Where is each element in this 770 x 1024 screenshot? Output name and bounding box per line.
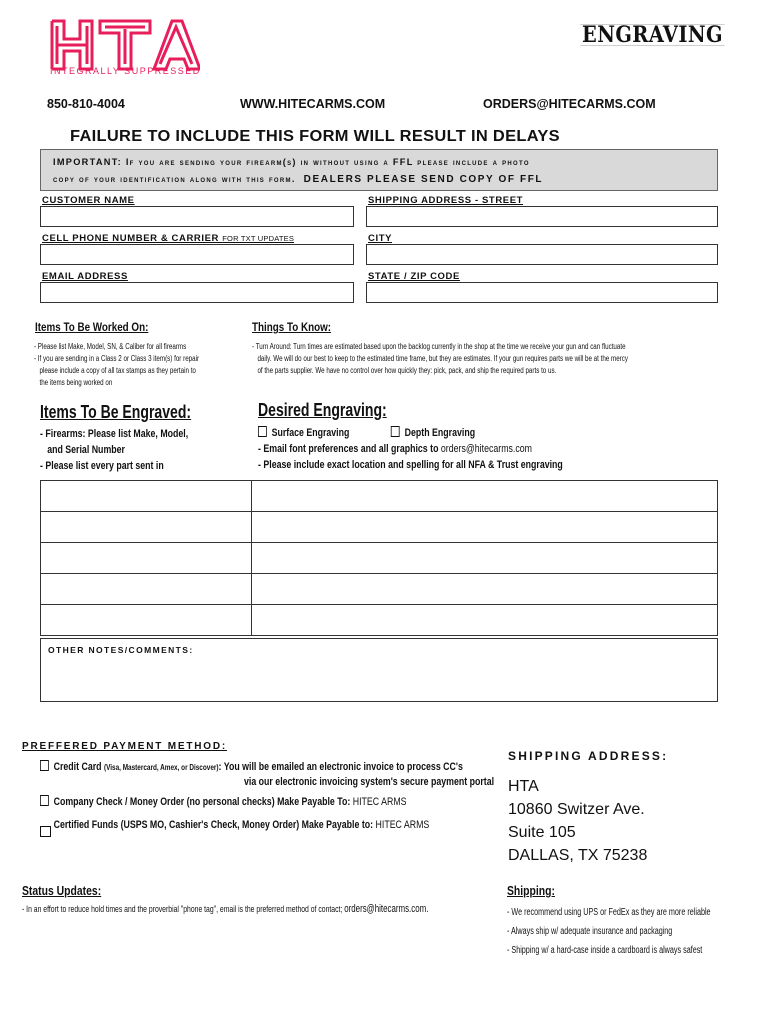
certified-checkbox[interactable]	[40, 826, 51, 837]
surface-engraving-label: Surface Engraving	[271, 427, 350, 439]
email-address-field[interactable]	[40, 282, 354, 303]
cell-phone-label: CELL PHONE NUMBER & CARRIER FOR TXT UPDATES	[42, 233, 295, 244]
important-notice	[40, 149, 718, 191]
important-line-1: IMPORTANT: If you are sending your firearm(s) in without using a FFL please include a photo	[53, 157, 530, 167]
certified-option: Certified Funds (USPS MO, Cashier's Check, Money Order) Make Payable to: HITEC ARMS	[53, 819, 430, 831]
depth-engraving-checkbox[interactable]	[391, 426, 400, 437]
engraving-table	[40, 480, 718, 636]
desired-title: Desired Engraving:	[258, 400, 387, 420]
part-cell[interactable]	[41, 574, 252, 605]
phone-number: 850-810-4004	[47, 97, 125, 111]
customer-name-label: CUSTOMER NAME	[42, 195, 135, 206]
surface-engraving-checkbox[interactable]	[258, 426, 267, 437]
email-link[interactable]: ORDERS@HITECARMS.COM	[483, 97, 656, 111]
check-checkbox[interactable]	[40, 795, 49, 806]
part-cell[interactable]	[41, 481, 252, 512]
desired-text: Surface Engraving Depth Engraving - Email font preferences and all graphics to orders@hitecarms.com - Please include exact location and spelling for all NFA & Trust engraving	[258, 427, 563, 471]
email-address-label: EMAIL ADDRESS	[42, 271, 128, 282]
important-line-2: copy of your identification along with this form. DEALERS PLEASE SEND COPY OF FFL	[53, 174, 544, 185]
form-title: ENGRAVING	[582, 22, 723, 48]
status-updates-title: Status Updates:	[22, 883, 102, 898]
table-row	[41, 605, 718, 636]
brand-tagline: INTEGRALLY SUPPRESSED	[50, 66, 201, 76]
shipping-title: Shipping:	[507, 883, 555, 898]
credit-card-checkbox[interactable]	[40, 760, 49, 771]
shipping-address: HTA 10860 Switzer Ave. Suite 105 DALLAS, TX 75238	[508, 778, 648, 864]
credit-card-option: Credit Card (Visa, Mastercard, Amex, or Discover): You will be emailed an electronic invoice to process CC's via our electronic invoicing system's secure payment portal	[40, 760, 494, 789]
engraving-cell[interactable]	[252, 574, 718, 605]
depth-engraving-label: Depth Engraving	[404, 427, 476, 439]
notes-label: OTHER NOTES/COMMENTS:	[48, 645, 194, 655]
shipping-street-label: SHIPPING ADDRESS - STREET	[368, 195, 524, 206]
engraving-cell[interactable]	[252, 481, 718, 512]
desired-email-link[interactable]: orders@hitecarms.com	[440, 443, 532, 455]
state-zip-label: STATE / ZIP CODE	[368, 271, 460, 282]
table-row	[41, 481, 718, 512]
payment-title: PREFFERED PAYMENT METHOD:	[22, 741, 228, 752]
engraved-title: Items To Be Engraved:	[40, 402, 192, 422]
state-zip-field[interactable]	[366, 282, 718, 303]
work-on-text: - Please list Make, Model, SN, & Caliber for all firearms - If you are sending in a Class 2 or Class 3 item(s) for repair please include a copy of all tax stamps as they pertain to the items being worked on	[34, 342, 200, 387]
engraved-text: - Firearms: Please list Make, Model, and Serial Number - Please list every part sent in	[40, 428, 189, 472]
list-item: - Shipping w/ a hard-case inside a cardboard is always safest	[507, 945, 703, 956]
part-cell[interactable]	[41, 605, 252, 636]
certified-payee: HITEC ARMS	[375, 819, 430, 831]
table-row	[41, 574, 718, 605]
shipping-street-field[interactable]	[366, 206, 718, 227]
check-option: Company Check / Money Order (no personal checks) Make Payable To: HITEC ARMS	[40, 795, 407, 809]
things-to-know-text: - Turn Around: Turn times are estimated based upon the backlog currently in the shop at the time we receive your gun and can fluctuate daily. We will do our best to keep to the estimated time frame, but they are estimates. If your gun requires parts we will be at the mercy of the parts supplier. We have no control over how quickly they: pick, pack, and ship the required parts to us.	[252, 342, 628, 375]
list-item: - We recommend using UPS or FedEx as they are more reliable	[507, 907, 711, 918]
engraving-cell[interactable]	[252, 605, 718, 636]
customer-name-field[interactable]	[40, 206, 354, 227]
check-payee: HITEC ARMS	[352, 796, 407, 808]
table-row	[41, 512, 718, 543]
work-on-title: Items To Be Worked On:	[35, 320, 149, 334]
part-cell[interactable]	[41, 543, 252, 574]
status-updates-text: - In an effort to reduce hold times and the proverbial "phone tag", email is the preferred method of contact; orders@hitecarms.com.	[22, 903, 429, 915]
shipping-address-title: SHIPPING ADDRESS:	[508, 749, 669, 763]
things-to-know-title: Things To Know:	[252, 320, 332, 334]
engraving-cell[interactable]	[252, 543, 718, 574]
table-row	[41, 543, 718, 574]
shipping-tips	[507, 903, 711, 960]
city-field[interactable]	[366, 244, 718, 265]
cell-phone-field[interactable]	[40, 244, 354, 265]
city-label: CITY	[368, 233, 393, 244]
website-link[interactable]: WWW.HITECARMS.COM	[240, 97, 386, 111]
delay-warning-banner: FAILURE TO INCLUDE THIS FORM WILL RESULT IN DELAYS	[70, 128, 560, 145]
txt-updates-note: FOR TXT UPDATES	[222, 234, 295, 243]
dealers-notice: DEALERS PLEASE SEND COPY OF FFL	[303, 174, 544, 185]
list-item: - Always ship w/ adequate insurance and packaging	[507, 926, 673, 937]
status-email-link[interactable]: orders@hitecarms.com.	[344, 903, 429, 915]
engraving-cell[interactable]	[252, 512, 718, 543]
part-cell[interactable]	[41, 512, 252, 543]
